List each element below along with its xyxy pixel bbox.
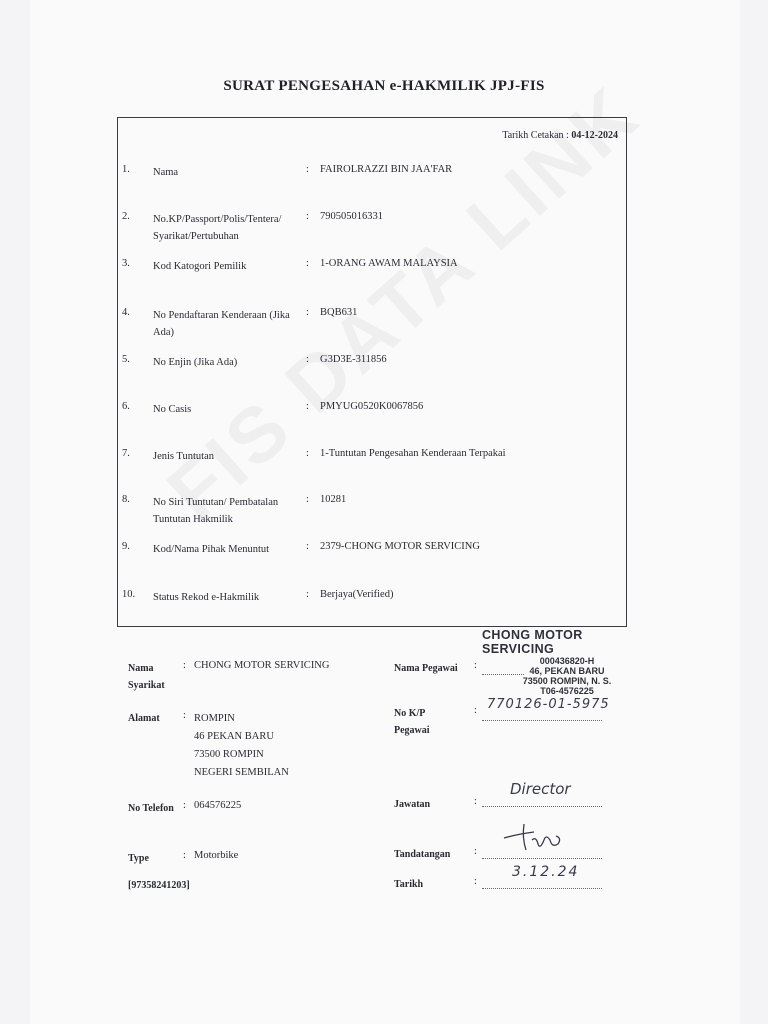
row-number: 8.: [122, 494, 130, 505]
row-label: Status Rekod e-Hakmilik: [153, 592, 260, 603]
type-colon: :: [183, 850, 186, 861]
row-colon: :: [306, 164, 309, 175]
row-colon: :: [306, 354, 309, 365]
row-label: Kod/Nama Pihak Menuntut: [153, 544, 270, 555]
row-number: 1.: [122, 164, 130, 175]
row-colon: :: [306, 589, 309, 600]
signature-mark: [500, 818, 570, 858]
position-colon: :: [474, 796, 477, 807]
row-value: 1-ORANG AWAM MALAYSIA: [320, 258, 458, 269]
row-value: 790505016331: [320, 211, 383, 222]
signature-colon: :: [474, 846, 477, 857]
row-value: 2379-CHONG MOTOR SERVICING: [320, 541, 480, 552]
officer-ic-colon: :: [474, 705, 477, 716]
row-number: 5.: [122, 354, 130, 365]
address-line: ROMPIN: [194, 713, 235, 724]
row-colon: :: [306, 494, 309, 505]
address-line: NEGERI SEMBILAN: [194, 767, 289, 778]
row-colon: :: [306, 401, 309, 412]
officer-name-colon: :: [474, 660, 477, 671]
signature-line: [482, 858, 602, 859]
phone-label: No Telefon: [128, 803, 174, 814]
position-handwritten: Director: [510, 780, 571, 798]
position-line: [482, 806, 602, 807]
date-line: [482, 888, 602, 889]
row-label: Jenis Tuntutan: [153, 451, 214, 462]
row-value: PMYUG0520K0067856: [320, 401, 424, 412]
row-label: No Pendaftaran Kenderaan (Jika Ada): [153, 310, 290, 338]
row-value: G3D3E-311856: [320, 354, 387, 365]
row-label: No Casis: [153, 404, 192, 415]
officer-name-label: Nama Pegawai: [394, 663, 458, 674]
address-block: [194, 710, 289, 782]
row-number: 4.: [122, 307, 130, 318]
address-label: Alamat: [128, 713, 160, 724]
date-handwritten: 3.12.24: [512, 864, 580, 880]
row-colon: :: [306, 258, 309, 269]
company-name-label: Nama Syarikat: [128, 663, 165, 691]
stamp-phone: T06-4576225: [540, 686, 594, 696]
print-date-label: Tarikh Cetakan :: [502, 130, 569, 141]
row-label: Kod Katogori Pemilik: [153, 261, 247, 272]
row-value: BQB631: [320, 307, 358, 318]
row-value: 1-Tuntutan Pengesahan Kenderaan Terpakai: [320, 448, 506, 459]
signature-label: Tandatangan: [394, 849, 451, 860]
row-colon: :: [306, 448, 309, 459]
details-box: [117, 117, 627, 627]
officer-ic-handwritten: 770126-01-5975: [487, 697, 610, 712]
row-value: Berjaya(Verified): [320, 589, 394, 600]
row-label: No Enjin (Jika Ada): [153, 357, 238, 368]
row-number: 7.: [122, 448, 130, 459]
row-label: No Siri Tuntutan/ Pembatalan Tuntutan Hakmilik: [153, 497, 279, 525]
row-label: Nama: [153, 167, 179, 178]
row-colon: :: [306, 211, 309, 222]
stamp-reg-number: 000436820-H: [539, 656, 595, 666]
row-colon: :: [306, 541, 309, 552]
row-label: No.KP/Passport/Polis/Tentera/ Syarikat/Pertubuhan: [153, 214, 282, 242]
stamp-address-line: 73500 ROMPIN, N. S.: [522, 676, 612, 686]
officer-ic-line: [482, 720, 602, 721]
reference-number: [97358241203]: [128, 880, 190, 891]
type-label: Type: [128, 853, 149, 864]
row-value: 10281: [320, 494, 347, 505]
stamp-company-name: CHONG MOTOR SERVICING: [482, 628, 583, 656]
officer-name-line: [482, 674, 524, 675]
phone-value: 064576225: [194, 800, 242, 811]
row-value: FAIROLRAZZI BIN JAA'FAR: [320, 164, 453, 175]
print-date-value: 04-12-2024: [571, 130, 618, 141]
stamp-address-line: 46, PEKAN BARU: [529, 666, 605, 676]
print-date: [502, 130, 618, 141]
address-colon: :: [183, 710, 186, 721]
row-colon: :: [306, 307, 309, 318]
position-label: Jawatan: [394, 799, 431, 810]
officer-ic-label: No K/P Pegawai: [394, 708, 430, 736]
address-line: 46 PEKAN BARU: [194, 731, 274, 742]
row-number: 2.: [122, 211, 130, 222]
row-number: 3.: [122, 258, 130, 269]
address-line: 73500 ROMPIN: [194, 749, 264, 760]
type-value: Motorbike: [194, 850, 239, 861]
row-number: 9.: [122, 541, 130, 552]
company-name-colon: :: [183, 660, 186, 671]
row-number: 10.: [122, 589, 136, 600]
company-stamp: [482, 628, 652, 696]
company-name-value: CHONG MOTOR SERVICING: [194, 660, 330, 671]
date-colon: :: [474, 876, 477, 887]
date-label: Tarikh: [394, 879, 424, 890]
document-title: SURAT PENGESAHAN e-HAKMILIK JPJ-FIS: [223, 78, 545, 94]
phone-colon: :: [183, 800, 186, 811]
row-number: 6.: [122, 401, 130, 412]
